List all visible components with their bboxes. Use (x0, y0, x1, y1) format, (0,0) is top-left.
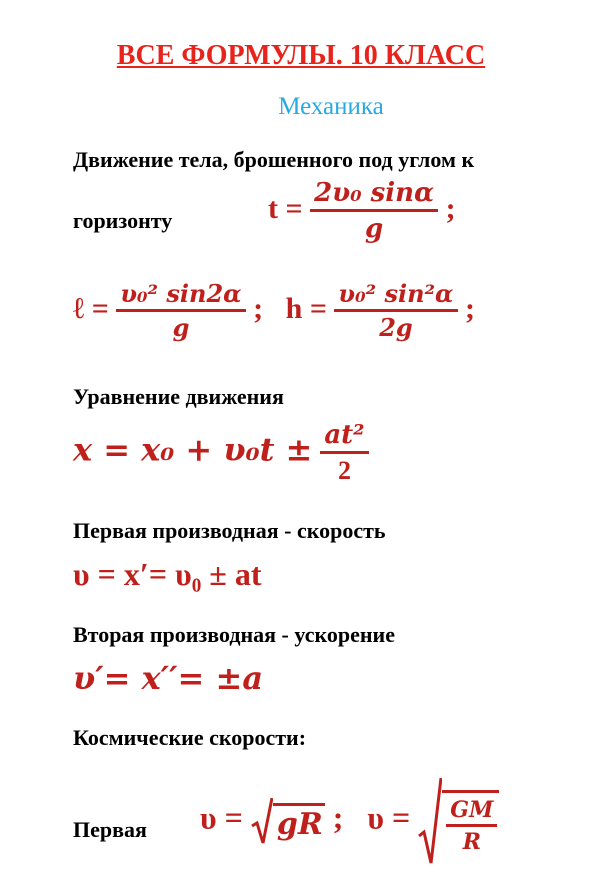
formula-separator: ; (253, 291, 264, 325)
formula-h-fraction (334, 279, 457, 342)
radical-icon (251, 796, 273, 846)
formula-v2-lhs: υ = (367, 799, 411, 836)
formula-t-fraction (310, 180, 438, 242)
formula-range-and-height (73, 279, 476, 342)
equation-label: Уравнение движения (73, 384, 284, 409)
formula-cosmic-velocity (200, 776, 499, 866)
formula-t-denominator: g (365, 214, 384, 244)
formula-h-denominator: 2g (379, 313, 413, 342)
cosmic-velocities-label: Космические скорости: (73, 725, 307, 750)
formula-l-lhs: ℓ = (73, 291, 109, 325)
formula-v2-numerator: GM (446, 799, 497, 827)
sqrt-symbol-1 (251, 796, 325, 846)
formula-velocity: υ = x′= υ₀ ± at (73, 556, 262, 592)
formula-t-numerator: 2υ₀ sinα (310, 180, 438, 212)
formula-v1-lhs: υ = (200, 799, 243, 836)
first-cosmic-label: Первая (73, 817, 147, 842)
formula-eq-lhs: x = x₀ + υ₀t ± (73, 430, 313, 469)
second-derivative-label: Вторая производная - ускорение (73, 622, 395, 647)
formula-eq-numerator: at² (320, 422, 368, 454)
formula-l-denominator: g (172, 313, 190, 342)
formula-flight-time (268, 180, 456, 242)
formula-h-lhs: h = (285, 291, 327, 325)
page-title: ВСЕ ФОРМУЛЫ. 10 КЛАСС (116, 40, 486, 71)
formula-h-numerator: υ₀² sin²α (334, 282, 457, 312)
sqrt-symbol-2 (418, 776, 499, 866)
formula-separator: ; (332, 799, 344, 836)
projectile-label-line1: Движение тела, брошенного под углом к (73, 147, 475, 172)
formula-t-lhs: t = (268, 191, 303, 225)
formula-separator: ; (465, 291, 476, 325)
formula-eq-denominator: 2 (337, 456, 351, 485)
radical-icon (418, 776, 442, 866)
formula-equation-of-motion (73, 422, 369, 484)
formula-l-numerator: υ₀² sin2α (116, 282, 245, 312)
formula-acceleration: υ′= x′′= ±a (73, 659, 264, 697)
radicand-gR: gR (273, 803, 325, 840)
formula-separator: ; (445, 191, 456, 225)
section-heading-mechanics: Механика (278, 93, 384, 120)
formula-eq-fraction (320, 422, 368, 484)
projectile-label-line2: горизонту (73, 208, 173, 233)
first-derivative-label: Первая производная - скорость (73, 518, 386, 543)
formula-l-fraction (116, 279, 245, 342)
radicand-fraction (442, 790, 499, 853)
formula-v2-fraction (446, 796, 497, 855)
formula-v2-denominator: R (462, 828, 481, 855)
